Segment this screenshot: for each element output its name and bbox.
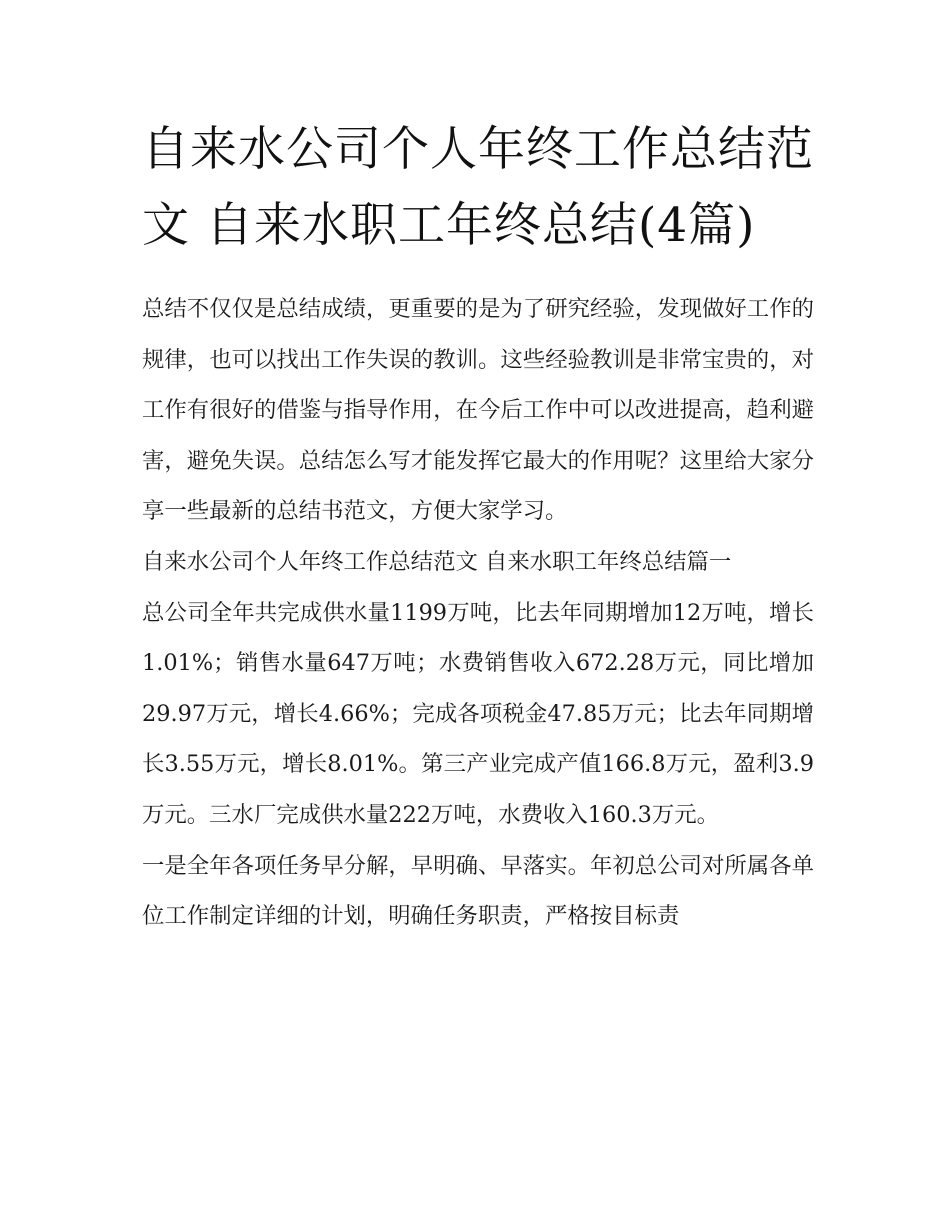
task-paragraph: 一是全年各项任务早分解，早明确、早落实。年初总公司对所属各单位工作制定详细的计划，明确任务职责，严格按目标责 [142, 852, 814, 930]
section-heading: 自来水公司个人年终工作总结范文 自来水职工年终总结篇一 [142, 548, 732, 575]
document-body [142, 112, 814, 942]
statistics-paragraph: 总公司全年共完成供水量1199万吨，比去年同期增加12万吨，增长1.01%；销售水量647万吨；水费销售收入672.28万元，同比增加29.97万元，增长4.66%；完成各项税金47.85万元；比去年同期增长3.55万元，增长8.01%。第三产业完成产值166.8万元，盈利3.9万元。三水厂完成供水量222万吨，水费收入160.3万元。 [142, 599, 814, 828]
document-title: 自来水公司个人年终工作总结范文 自来水职工年终总结(4篇) [142, 122, 814, 253]
intro-paragraph: 总结不仅仅是总结成绩，更重要的是为了研究经验，发现做好工作的规律，也可以找出工作失误的教训。这些经验教训是非常宝贵的，对工作有很好的借鉴与指导作用，在今后工作中可以改进提高，趋利避害，避免失误。总结怎么写才能发挥它最大的作用呢？这里给大家分享一些最新的总结书范文，方便大家学习。 [142, 296, 814, 525]
